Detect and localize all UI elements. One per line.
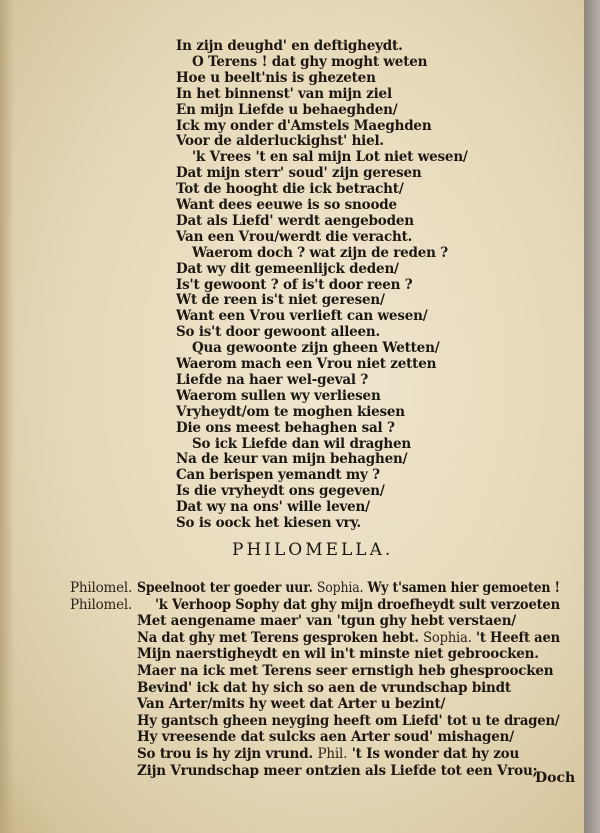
dialogue-line [137,646,539,662]
dialogue-text: Maer na ick met Terens seer ernstigh heb ghesproocken [137,663,554,679]
poem-line: Want een Vrou verlieft can wesen/ [176,308,428,325]
dialogue-text: 't Heeft aen [476,629,560,646]
section-title: PHILOMELLA. [232,540,394,560]
dialogue-text: 'k Verhoop Sophy dat ghy mijn droefheydt sult verzoeten [155,596,560,613]
poem-line: Voor de alderluckighst' hiel. [176,133,384,150]
poem-line: Tot de hooght die ick betracht/ [176,181,404,198]
poem-line: In zijn deughd' en deftigheydt. [176,38,403,54]
dialogue-text: Hy vreesende dat sulcks aen Arter soud' mishagen/ [137,729,515,746]
dialogue-line [155,597,560,613]
poem-line: Dat als Liefd' werdt aengeboden [176,212,414,229]
poem-line: Waerom mach een Vrou niet zetten [176,356,437,372]
dialogue-text: Na dat ghy met Terens gesproken hebt. [137,629,419,646]
page-gutter-shadow [0,0,14,833]
dialogue-line [137,713,560,729]
inline-speaker-name: Sophia. [316,580,364,596]
poem-line: In het binnenst' van mijn ziel [176,85,392,102]
dialogue-line [137,613,516,629]
dialogue-text: Wy t'samen hier gemoeten ! [367,580,560,596]
dialogue-text: So trou is hy zijn vrund. [137,746,314,762]
dialogue-text: Zijn Vrundschap meer ontzien als Liefde tot een Vrou; [137,762,538,779]
poem-line: Ick my onder d'Amstels Maeghden [176,117,432,134]
dialogue-line [137,680,511,696]
poem-line: Vryheydt/om te moghen kiesen [176,403,405,420]
poem-line: Na de keur van mijn behaghen/ [176,451,408,468]
poem-line: Die ons meest behaghen sal ? [176,419,395,436]
poem-line: Is die vryheydt ons gegeven/ [176,483,385,500]
poem-line: Dat wy dit gemeenlijck deden/ [176,260,399,277]
catchword: Doch [535,770,576,786]
inline-speaker-name: Phil. [317,746,348,762]
poem-line: Wt de reen is't niet geresen/ [176,292,385,309]
dialogue-line [137,746,519,762]
next-page-edge [584,0,600,833]
dialogue-line [137,696,445,712]
dialogue-text: Mijn naerstigheydt en wil in't minste niet gebroocken. [137,646,539,663]
speaker-label: Philomel. [70,596,133,613]
poem-line: 'k Vrees 't en sal mijn Lot niet wesen/ [192,149,468,166]
dialogue-line [137,763,537,779]
poem-line: So ick Liefde dan wil draghen [192,435,412,452]
dialogue-line [137,580,560,596]
poem-line: Qua gewoonte zijn gheen Wetten/ [192,340,440,357]
poem-line: Hoe u beelt'nis is ghezeten [176,69,376,86]
poem-line: So is oock het kiesen vry. [176,515,362,531]
inline-speaker-name: Sophia. [423,629,472,646]
poem-line: Liefde na haer wel-geval ? [176,371,369,388]
dialogue-line [137,729,514,745]
poem-line: Is't gewoont ? of is't door reen ? [176,276,413,293]
dialogue-text: Bevind' ick dat hy sich so aen de vrundschap bindt [137,679,511,696]
poem-line: So is't door gewoont alleen. [176,324,381,341]
dialogue-line [137,663,553,679]
dialogue-line [137,630,560,646]
poem-line: Dat wy na ons' wille leven/ [176,499,370,516]
dialogue-text: Met aengename maer' van 'tgun ghy hebt verstaen/ [137,613,517,630]
poem-line: O Terens ! dat ghy moght weten [192,53,428,70]
speaker-label: Philomel. [70,580,133,596]
poem-line: Dat mijn sterr' soud' zijn geresen [176,165,422,182]
poem-line: Van een Vrou/werdt die veracht. [176,228,413,245]
poem-line: Can berispen yemandt my ? [176,467,380,484]
dialogue-text: Hy gantsch gheen neyging heeft om Liefd' tot u te dragen/ [137,712,560,729]
dialogue-text: 't Is wonder dat hy zou [351,746,520,762]
poem-line: Waerom sullen wy verliesen [176,387,381,404]
dialogue-text: Van Arter/mits hy weet dat Arter u bezint/ [137,696,446,713]
poem-line: Waerom doch ? wat zijn de reden ? [192,244,448,261]
poem-line: Want dees eeuwe is so snoode [176,197,397,213]
dialogue-text: Speelnoot ter goeder uur. [137,580,313,596]
poem-line: En mijn Liefde u behaeghden/ [176,101,398,118]
